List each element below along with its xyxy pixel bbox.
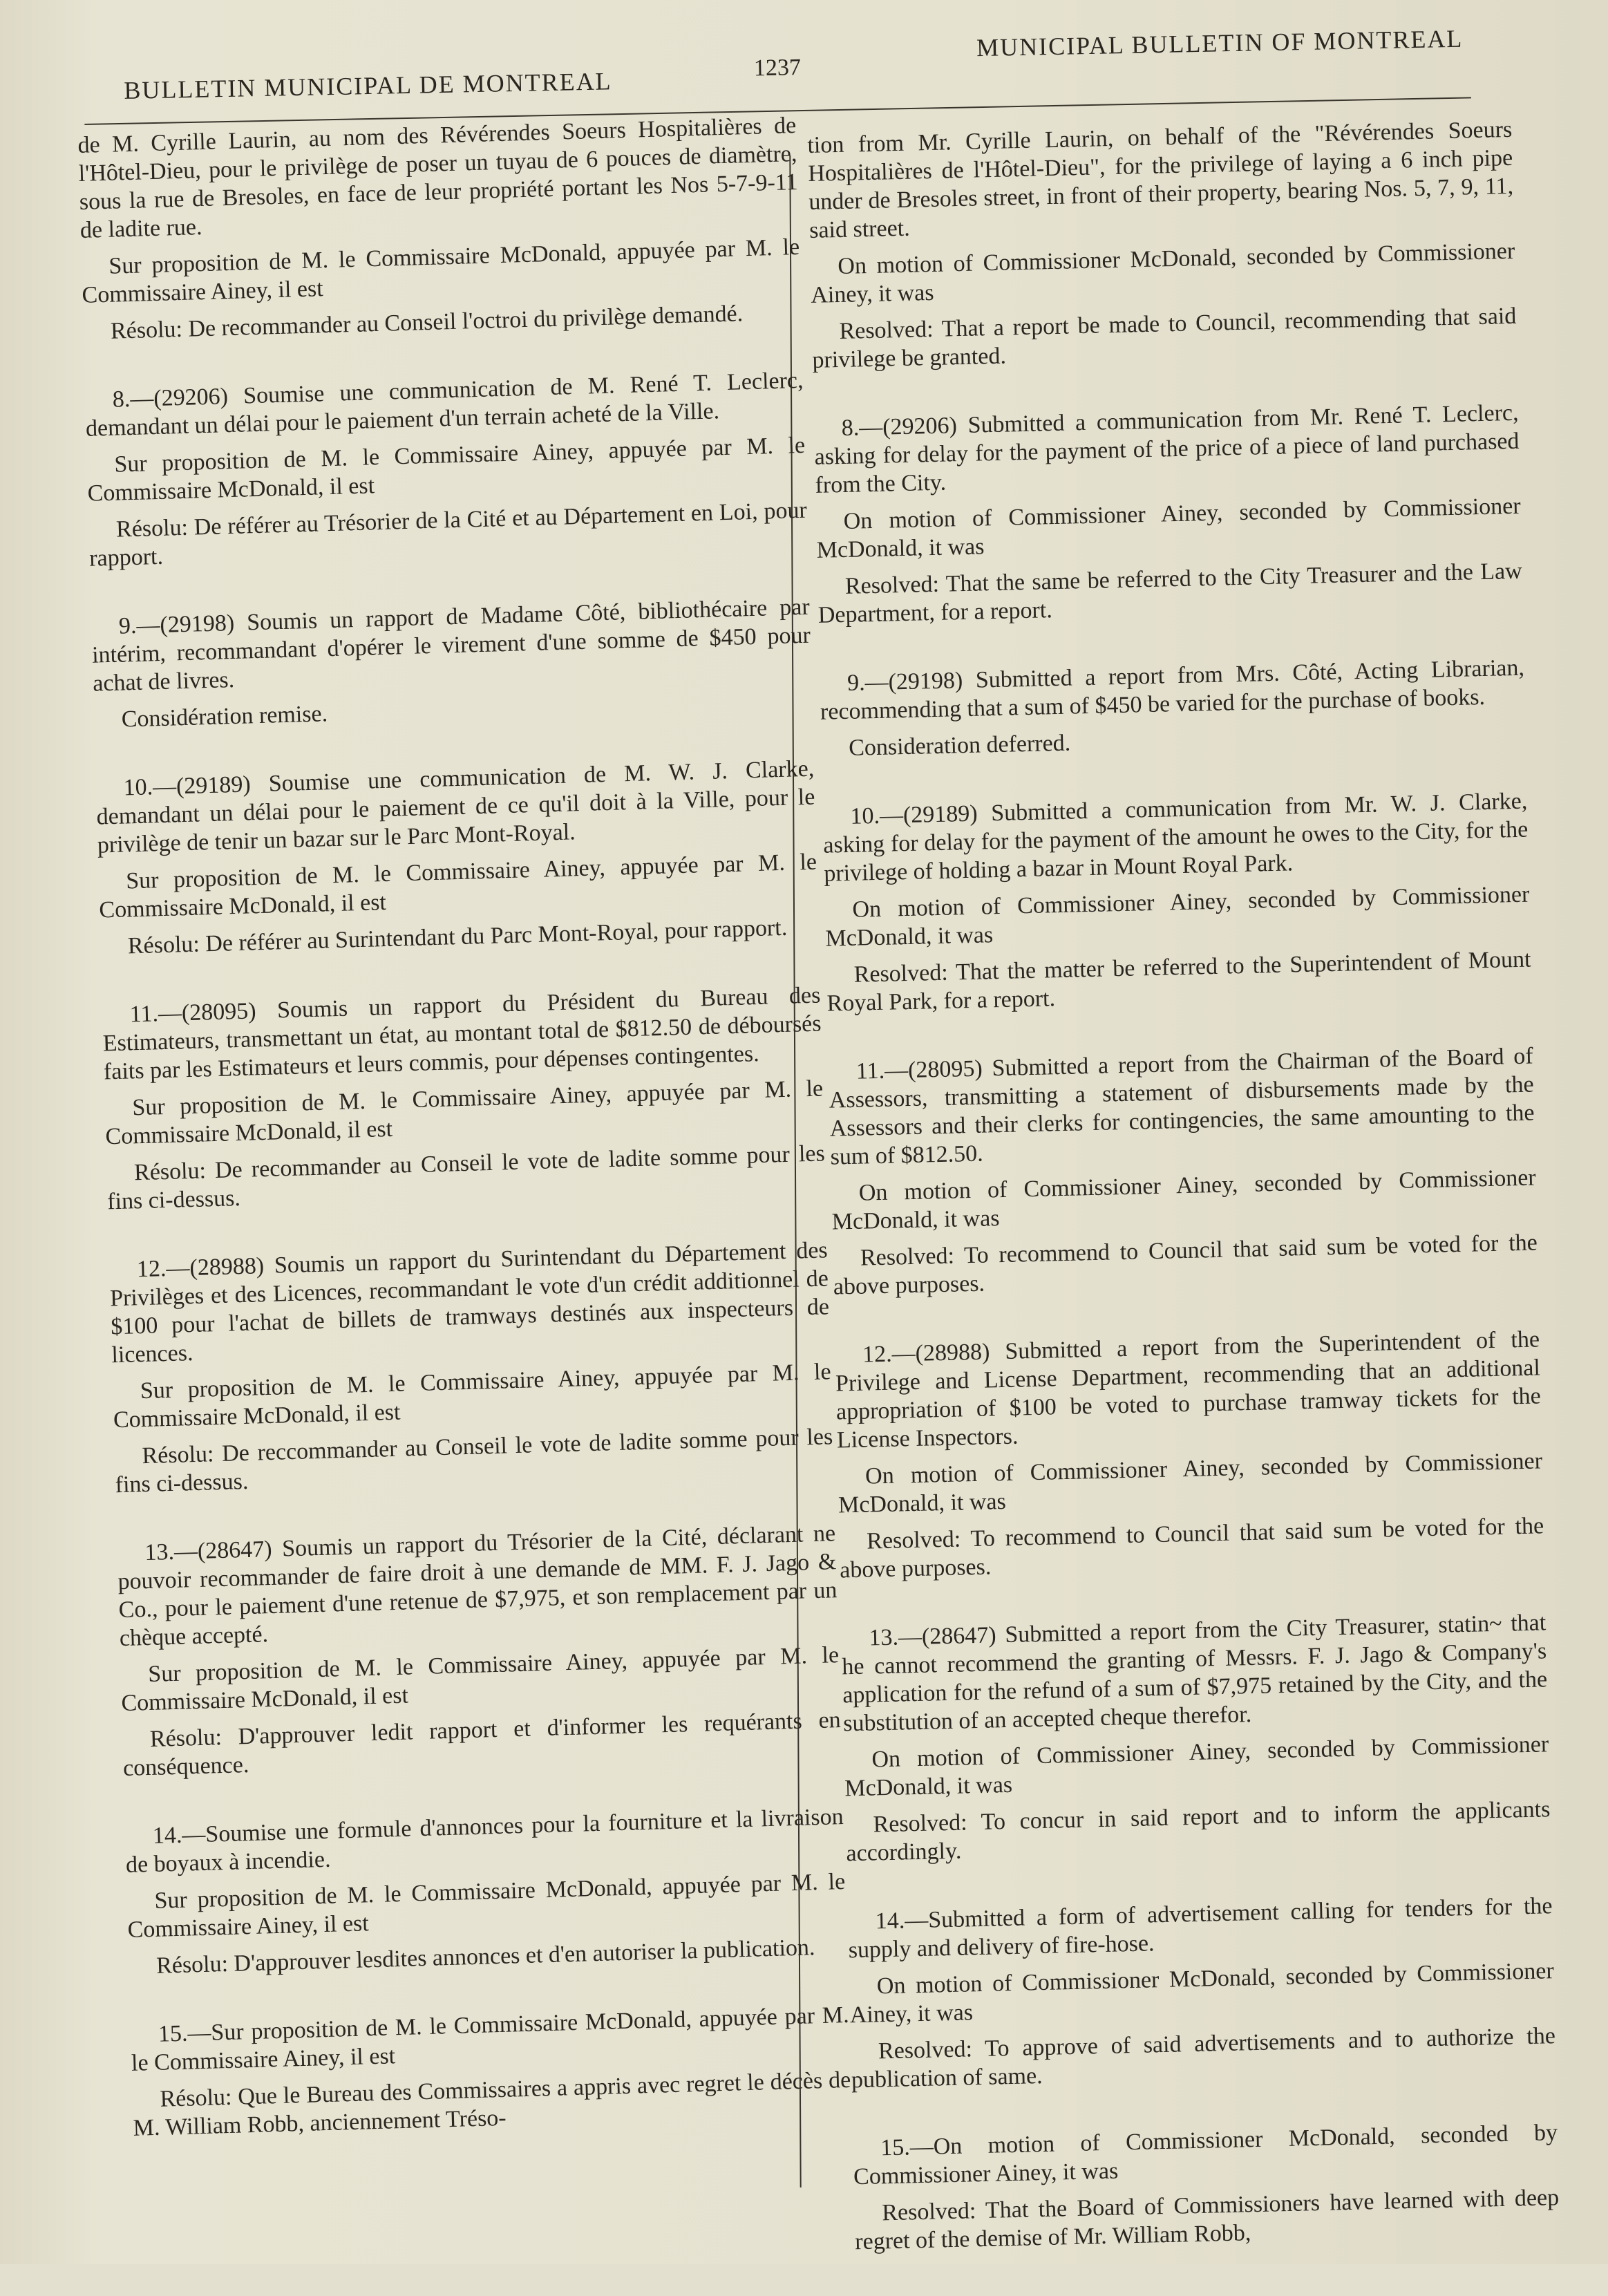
french-paragraph: 9.—(29198) Soumis un rapport de Madame Côté, bibliothécaire par intérim, recommandant d'opérer le virement d'une somme de $450 pour achat de livres.: [91, 594, 811, 697]
english-paragraph: 11.—(28095) Submitted a report from the Chairman of the Board of Assessors, transmitting a statement of disbursements made by the Assessors and their clerks for contingencies, the same amounting to the sum of $812.50.: [829, 1043, 1535, 1170]
french-paragraph: 15.—Sur proposition de M. le Commissaire McDonald, appuyée par M. le Commissaire Ainey, il est: [131, 2002, 850, 2076]
french-paragraph: Considération remise.: [121, 701, 328, 733]
english-minute-item: [847, 1892, 1556, 2094]
french-paragraph: Résolu: De recommander au Conseil le vote de ladite somme pour les fins ci-dessus.: [106, 1140, 826, 1215]
header-english-title: MUNICIPAL BULLETIN OF MONTREAL: [976, 24, 1464, 62]
french-minute-item: [117, 1519, 842, 1782]
english-minute-item: [820, 654, 1526, 763]
french-paragraph: 11.—(28095) Soumis un rapport du Président du Bureau des Estimateurs, transmettant un état, au montant total de $812.50 de déboursés faits par les Estimateurs et leurs commis, pour dépenses contingentes.: [102, 982, 822, 1085]
english-paragraph: Resolved: To recommend to Council that said sum be voted for the above purposes.: [839, 1513, 1544, 1583]
english-paragraph: On motion of Commissioner Ainey, seconded by Commissioner McDonald, it was: [844, 1731, 1549, 1802]
french-minute-item: [108, 1236, 833, 1499]
english-paragraph: Resolved: That the matter be referred to the Superintendent of Mount Royal Park, for a report.: [826, 946, 1531, 1017]
english-paragraph: 14.—Submitted a form of advertisement calling for tenders for the supply and delivery of fire-hose.: [848, 1893, 1553, 1964]
english-paragraph: Resolved: That the Board of Commissioners have learned with deep regret of the demise of Mr. William Robb,: [854, 2185, 1560, 2255]
english-minute-item: [828, 1042, 1538, 1301]
english-column: [807, 115, 1561, 2296]
french-paragraph: Résolu: D'approuver lesdites annonces et d'en autoriser la publication.: [155, 1935, 815, 1979]
french-paragraph: Sur proposition de M. le Commissaire Ainey, appuyée par M. le Commissaire McDonald, il est: [98, 849, 817, 923]
french-minute-item: [102, 981, 826, 1216]
english-minute-item: [835, 1325, 1545, 1584]
french-minute-item: [84, 366, 808, 573]
english-paragraph: 13.—(28647) Submitted a report from the City Treasurer, statin~ that he cannot recommend the granting of Messrs. F. J. Jago & Company's application for the refund of a sum of $7,975 retained by the City, and the substitution of an accepted cheque therefor.: [842, 1610, 1548, 1737]
french-paragraph: Résolu: De référer au Surintendant du Parc Mont-Royal, pour rapport.: [127, 914, 788, 959]
english-paragraph: Resolved: To approve of said advertisements and to authorize the publication of same.: [851, 2023, 1556, 2093]
french-paragraph: Résolu: De reccommander au Conseil le vote de ladite somme pour les fins ci-dessus.: [115, 1424, 833, 1498]
french-paragraph: 8.—(29206) Soumise une communication de M. René T. Leclerc, demandant un délai pour le paiement d'un terrain acheté de la Ville.: [85, 367, 804, 442]
french-paragraph: Sur proposition de M. le Commissaire McDonald, appuyée par M. le Commissaire Ainey, il est: [82, 234, 800, 308]
english-paragraph: On motion of Commissioner McDonald, seconded by Commissioner Ainey, it was: [810, 238, 1515, 308]
page-number: 1237: [753, 55, 802, 82]
english-paragraph: 15.—On motion of Commissioner McDonald, seconded by Commissioner Ainey, it was: [853, 2120, 1558, 2190]
french-paragraph: 12.—(28988) Soumis un rapport du Surintendant du Département des Privilèges et des Licences, recommandant le vote d'un crédit additionnel de $100 pour l'achat de billets de tramways destinés aux inspecteurs de licences.: [109, 1237, 830, 1368]
french-paragraph: Résolu: Que le Bureau des Commissaires a appris avec regret le décès de M. William Robb, anciennement Tréso-: [133, 2067, 851, 2141]
french-paragraph: 10.—(29189) Soumise une communication de M. W. J. Clarke, demandant un délai pour le paiement de ce qu'il doit à la Ville, pour le privilège de tenir un bazar sur le Parc Mont-Royal.: [96, 755, 815, 858]
english-paragraph: Consideration deferred.: [848, 730, 1071, 761]
french-minute-item: [124, 1803, 847, 1981]
french-paragraph: Sur proposition de M. le Commissaire Ainey, appuyée par M. le Commissaire McDonald, il est: [121, 1642, 840, 1717]
english-minute-item: [853, 2118, 1560, 2256]
english-paragraph: Resolved: That a report be made to Council, recommending that said privilege be granted.: [812, 303, 1517, 373]
french-column: [77, 111, 853, 2183]
page-header: [117, 15, 1464, 106]
english-paragraph: tion from Mr. Cyrille Laurin, on behalf of the "Révérendes Soeurs Hospitalières de l'Hôtel-Dieu", for the privilege of laying a 6 inch pipe under de Bresoles street, in front of their property, bearing Nos. 5, 7, 9, 11, said street.: [807, 116, 1514, 243]
english-paragraph: Resolved: That the same be referred to the City Treasurer and the Law Department, for a report.: [817, 558, 1523, 628]
english-paragraph: 12.—(28988) Submitted a report from the Superintendent of the Privilege and License Department, recommending that an additional appropriation of $100 be voted to purchase tramway tickets for the License Inspectors.: [835, 1326, 1542, 1453]
french-paragraph: Résolu: De recommander au Conseil l'octroi du privilège demandé.: [110, 301, 744, 344]
english-paragraph: 10.—(29189) Submitted a communication from Mr. W. J. Clarke, asking for delay for the payment of the amount he owes to the City, for the privilege of holding a bazar in Mount Royal Park.: [823, 788, 1529, 887]
header-french-title: BULLETIN MUNICIPAL DE MONTREAL: [124, 67, 612, 104]
english-minute-item: [807, 115, 1517, 375]
french-paragraph: Sur proposition de M. le Commissaire Ainey, appuyée par M. le Commissaire McDonald, il est: [87, 432, 806, 507]
french-paragraph: Résolu: D'approuver ledit rapport et d'informer les requérants en conséquence.: [122, 1707, 842, 1782]
french-paragraph: Résolu: De référer au Trésorier de la Cité et au Département en Loi, pour rapport.: [88, 497, 808, 572]
french-paragraph: Sur proposition de M. le Commissaire McDonald, appuyée par M. le Commissaire Ainey, il est: [127, 1868, 846, 1943]
french-minute-item: [91, 593, 813, 735]
english-paragraph: 8.—(29206) Submitted a communication from Mr. René T. Leclerc, asking for delay for the payment of the price of a piece of land purchased from the City.: [814, 399, 1520, 498]
english-paragraph: On motion of Commissioner Ainey, seconded by Commissioner McDonald, it was: [825, 881, 1530, 952]
english-paragraph: On motion of Commissioner McDonald, seconded by Commissioner Ainey, it was: [849, 1958, 1555, 2029]
french-paragraph: 14.—Soumise une formule d'annonces pour la fourniture et la livraison de boyaux à incendie.: [125, 1804, 844, 1879]
french-paragraph: Sur proposition de M. le Commissaire Ainey, appuyée par M. le Commissaire McDonald, il est: [113, 1359, 832, 1433]
english-paragraph: On motion of Commissioner Ainey, seconded by Commissioner McDonald, it was: [816, 493, 1521, 563]
english-paragraph: Resolved: To recommend to Council that said sum be voted for the above purposes.: [833, 1230, 1538, 1300]
french-paragraph: de M. Cyrille Laurin, au nom des Révérendes Soeurs Hospitalières de l'Hôtel-Dieu, pour le privilège de poser un tuyau de 6 pouces de diamètre, sous la rue de Bresoles, en face de leur propriété portant les Nos 5-7-9-11 de ladite rue.: [77, 112, 798, 243]
english-paragraph: On motion of Commissioner Ainey, seconded by Commissioner McDonald, it was: [838, 1448, 1543, 1518]
english-paragraph: 9.—(29198) Submitted a report from Mrs. Côté, Acting Librarian, recommending that a sum of $450 be varied for the purchase of books.: [820, 655, 1525, 725]
french-paragraph: 13.—(28647) Soumis un rapport du Trésorier de la Cité, déclarant ne pouvoir recommander de faire droit à une demande de MM. F. J. Jago & Co., pour le paiement d'une retenue de $7,975, et son remplacement par un chèque accepté.: [117, 1521, 838, 1652]
english-paragraph: Resolved: To concur in said report and to inform the applicants accordingly.: [846, 1796, 1551, 1867]
french-minute-item: [95, 755, 819, 961]
french-minute-item: [130, 2001, 852, 2143]
english-minute-item: [813, 399, 1523, 630]
english-minute-item: [822, 787, 1532, 1018]
french-minute-item: [77, 111, 802, 346]
french-paragraph: Sur proposition de M. le Commissaire Ainey, appuyée par M. le Commissaire McDonald, il est: [105, 1075, 824, 1150]
english-paragraph: On motion of Commissioner Ainey, seconded by Commissioner McDonald, it was: [831, 1165, 1537, 1235]
english-minute-item: [841, 1608, 1551, 1867]
